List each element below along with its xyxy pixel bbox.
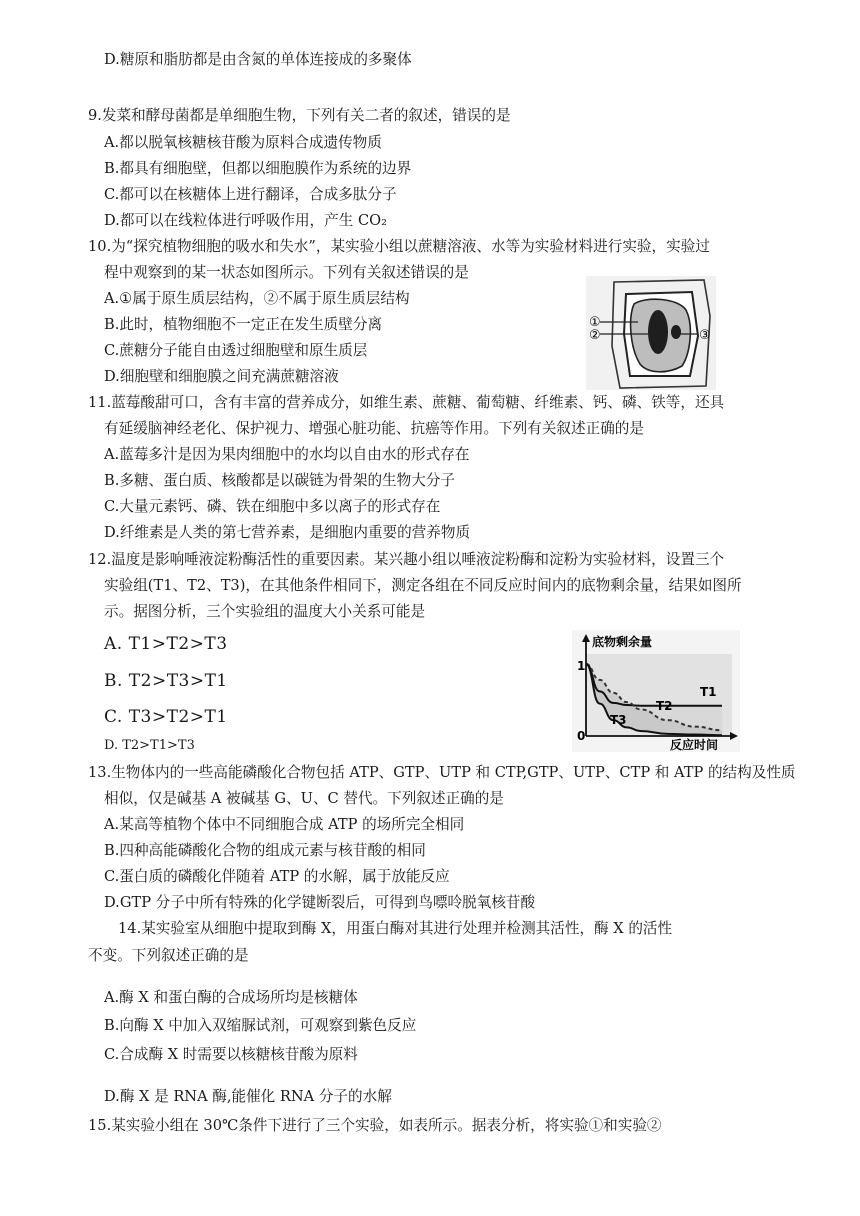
q13-option-b: B.四种高能磷酸化合物的组成元素与核苷酸的相同 [104, 842, 426, 859]
label-1: ① [589, 315, 601, 330]
q10-stem-1: 10.为“探究植物细胞的吸水和失水”，某实验小组以蔗糖溶液、水等为实验材料进行实验，实验过 [88, 238, 710, 255]
q12-stem-3: 示。据图分析，三个实验组的温度大小关系可能是 [104, 603, 426, 620]
q13-stem-1: 13.生物体内的一些高能磷酸化合物包括 ATP、GTP、UTP 和 CTP,GTP、UTP、CTP 和 ATP 的结构及性质 [88, 764, 796, 781]
q13-stem-2: 相似，仅是碱基 A 被碱基 G、U、C 替代。下列叙述正确的是 [104, 790, 504, 807]
q10-option-d: D.细胞壁和细胞膜之间充满蔗糖溶液 [104, 368, 339, 385]
vacuole [648, 310, 668, 354]
q12-option-a: A. T1>T2>T3 [104, 634, 228, 654]
label-3: ③ [699, 328, 711, 343]
q13-option-d: D.GTP 分子中所有特殊的化学键断裂后，可得到鸟嘌呤脱氧核苷酸 [104, 894, 536, 911]
x-axis-label: 反应时间 [670, 738, 719, 752]
q9-stem: 9.发菜和酵母菌都是单细胞生物，下列有关二者的叙述，错误的是 [88, 107, 511, 124]
q10-stem-2: 程中观察到的某一状态如图所示。下列有关叙述错误的是 [104, 264, 469, 281]
q8-option-d: D.糖原和脂肪都是由含氮的单体连接成的多聚体 [104, 51, 412, 68]
q12-option-c: C. T3>T2>T1 [104, 707, 228, 727]
substrate-remaining-chart [572, 630, 740, 752]
q11-option-b: B.多糖、蛋白质、核酸都是以碳链为骨架的生物大分子 [104, 472, 456, 489]
series-label-t1: T1 [700, 685, 717, 699]
q14-stem-2: 不变。下列叙述正确的是 [88, 947, 249, 964]
q9-option-c: C.都可以在核糖体上进行翻译，合成多肽分子 [104, 186, 397, 203]
q14-option-c: C.合成酶 X 时需要以核糖核苷酸为原料 [104, 1046, 358, 1063]
q11-option-d: D.纤维素是人类的第七营养素，是细胞内重要的营养物质 [104, 524, 471, 541]
q11-option-a: A.蓝莓多汁是因为果肉细胞中的水均以自由水的形式存在 [104, 446, 470, 463]
plasmolysis-cell-figure [586, 276, 716, 390]
q9-option-d: D.都可以在线粒体进行呼吸作用，产生 CO₂ [104, 212, 387, 229]
y-tick-0: 0 [577, 729, 586, 743]
q12-option-b: B. T2>T3>T1 [104, 671, 228, 691]
q12-option-d: D. T2>T1>T3 [104, 738, 195, 753]
series-label-t2: T2 [656, 699, 673, 713]
q13-option-c: C.蛋白质的磷酸化伴随着 ATP 的水解，属于放能反应 [104, 868, 450, 885]
q10-option-a: A.①属于原生质层结构，②不属于原生质层结构 [104, 290, 410, 307]
q14-option-d: D.酶 X 是 RNA 酶,能催化 RNA 分子的水解 [104, 1088, 392, 1105]
q15-stem-1: 15.某实验小组在 30℃条件下进行了三个实验，如表所示。据表分析，将实验①和实验② [88, 1117, 662, 1134]
q11-stem-1: 11.蓝莓酸甜可口，含有丰富的营养成分，如维生素、蔗糖、葡萄糖、纤维素、钙、磷、铁等，还具 [88, 394, 725, 411]
q13-option-a: A.某高等植物个体中不同细胞合成 ATP 的场所完全相同 [104, 816, 465, 833]
nucleus [671, 325, 681, 339]
q11-option-c: C.大量元素钙、磷、铁在细胞中多以离子的形式存在 [104, 498, 441, 515]
q12-stem-2: 实验组(T1、T2、T3)，在其他条件相同下，测定各组在不同反应时间内的底物剩余量，结果如图所 [104, 577, 742, 594]
q10-option-c: C.蔗糖分子能自由透过细胞壁和原生质层 [104, 342, 368, 359]
q9-option-a: A.都以脱氧核糖核苷酸为原料合成遗传物质 [104, 134, 382, 151]
q10-option-b: B.此时，植物细胞不一定正在发生质壁分离 [104, 316, 383, 333]
series-label-t3: T3 [610, 713, 627, 727]
label-2: ② [589, 328, 601, 343]
y-tick-1: 1 [577, 659, 586, 673]
q12-stem-1: 12.温度是影响唾液淀粉酶活性的重要因素。某兴趣小组以唾液淀粉酶和淀粉为实验材料，设置三个 [88, 551, 725, 568]
q11-stem-2: 有延缓脑神经老化、保护视力、增强心脏功能、抗癌等作用。下列有关叙述正确的是 [104, 420, 644, 437]
q14-stem-1: 14.某实验室从细胞中提取到酶 X，用蛋白酶对其进行处理并检测其活性，酶 X 的活性 [118, 920, 673, 937]
y-axis-label: 底物剩余量 [592, 635, 653, 649]
q9-option-b: B.都具有细胞壁，但都以细胞膜作为系统的边界 [104, 160, 412, 177]
q14-option-b: B.向酶 X 中加入双缩脲试剂，可观察到紫色反应 [104, 1017, 417, 1034]
q14-option-a: A.酶 X 和蛋白酶的合成场所均是核糖体 [104, 989, 358, 1006]
